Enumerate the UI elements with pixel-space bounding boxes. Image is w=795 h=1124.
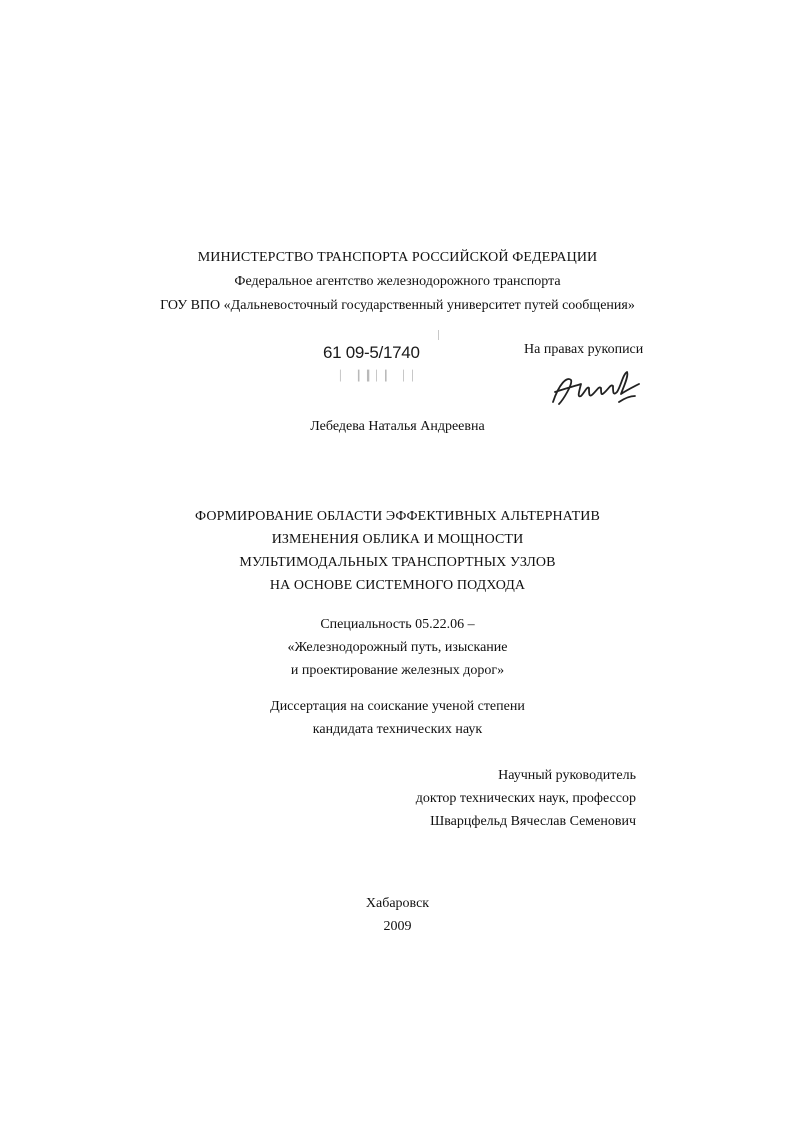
supervisor-degree: доктор технических наук, профессор bbox=[415, 791, 636, 806]
title-line-3: МУЛЬТИМОДАЛЬНЫХ ТРАНСПОРТНЫХ УЗЛОВ bbox=[239, 555, 556, 570]
city: Хабаровск bbox=[365, 896, 430, 911]
degree-line-1: Диссертация на соискание ученой степени bbox=[270, 699, 525, 714]
ministry-heading: МИНИСТЕРСТВО ТРАНСПОРТА РОССИЙСКОЙ ФЕДЕРАЦИИ bbox=[197, 250, 598, 265]
title-line-1: ФОРМИРОВАНИЕ ОБЛАСТИ ЭФФЕКТИВНЫХ АЛЬТЕРНАТИВ bbox=[195, 509, 600, 524]
specialty-line-1: Специальность 05.22.06 – bbox=[320, 617, 475, 632]
library-stamp-code: 61 09-5/1740 bbox=[323, 343, 420, 362]
university-name: ГОУ ВПО «Дальневосточный государственный университет путей сообщения» bbox=[160, 298, 635, 313]
scan-mark bbox=[438, 330, 439, 340]
specialty-line-3: и проектирование железных дорог» bbox=[290, 663, 505, 678]
author-name: Лебедева Наталья Андреевна bbox=[310, 419, 485, 434]
supervisor-role: Научный руководитель bbox=[498, 768, 636, 783]
manuscript-rights-label: На правах рукописи bbox=[524, 342, 644, 357]
specialty-line-2: «Железнодорожный путь, изыскание bbox=[287, 640, 508, 655]
title-line-4: НА ОСНОВЕ СИСТЕМНОГО ПОДХОДА bbox=[269, 578, 526, 593]
supervisor-name: Шварцфельд Вячеслав Семенович bbox=[430, 814, 636, 829]
faded-barcode: ▏ ▎▍▏▎ ▏▏ bbox=[340, 371, 422, 382]
degree-line-2: кандидата технических наук bbox=[312, 722, 483, 737]
year: 2009 bbox=[383, 919, 412, 934]
author-signature bbox=[545, 362, 645, 412]
agency-name: Федеральное агентство железнодорожного транспорта bbox=[234, 274, 561, 289]
title-line-2: ИЗМЕНЕНИЯ ОБЛИКА И МОЩНОСТИ bbox=[271, 532, 524, 547]
